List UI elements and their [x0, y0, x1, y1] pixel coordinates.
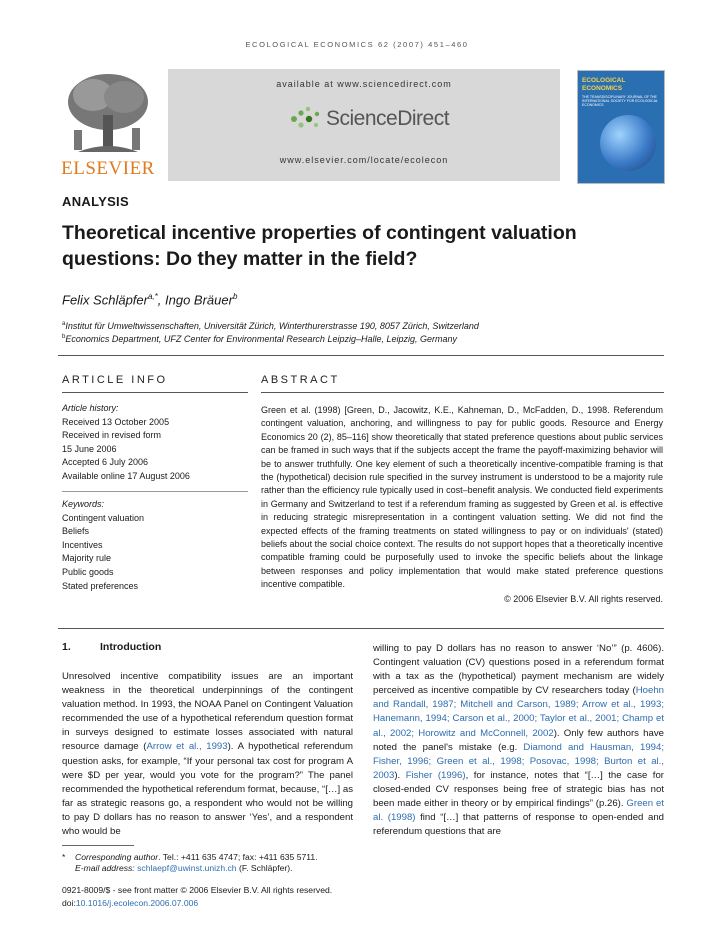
email-link[interactable]: schlaepf@uwinst.unizh.ch	[137, 863, 237, 873]
elsevier-wordmark: ELSEVIER	[61, 158, 155, 179]
citation-link[interactable]: Green et al. (1998)	[373, 798, 664, 824]
keyword: Incentives	[62, 539, 103, 550]
abstract-heading: ABSTRACT	[261, 374, 340, 386]
history-item: 15 June 2006	[62, 443, 117, 454]
page-footer	[62, 884, 332, 910]
body-column-left	[62, 670, 353, 839]
doi-link[interactable]: 10.1016/j.ecolecon.2006.07.006	[75, 898, 199, 908]
sciencedirect-dots-icon	[288, 105, 324, 133]
globe-icon	[600, 115, 656, 171]
title-line-1: Theoretical incentive properties of contingent valuation	[62, 222, 577, 244]
sciencedirect-logo[interactable]	[288, 105, 448, 135]
divider	[58, 355, 664, 356]
affiliation-marker: a	[62, 321, 66, 327]
affiliation-text: Economics Department, UFZ Center for Environmental Research Leipzig–Halle, Leipzig, Germany	[65, 334, 458, 344]
doi-label: doi:	[62, 898, 76, 908]
copyright: © 2006 Elsevier B.V. All rights reserved.	[504, 593, 663, 604]
divider	[62, 392, 248, 393]
body-text: , for instance, notes that “[…] the case for closed-ended CV responses being free of strategic bias has not been made either in theory or by empirical findings” (p.26).	[373, 769, 664, 810]
author-separator[interactable]: , Ingo Bräuer	[157, 292, 233, 308]
keywords	[62, 498, 248, 593]
journal-url[interactable]: www.elsevier.com/locate/ecolecon	[279, 155, 449, 165]
citation-link[interactable]: Fisher (1996)	[405, 769, 466, 781]
article-info-heading: ARTICLE INFO	[62, 374, 168, 386]
body-text: willing to pay D dollars has no reason to answer ‘No’” (p. 4606). Contingent valuation (CV) questions posed in a referendum format with a tax as the (hypothetical) payment mechanism are widely perceived as incentive compatible by CV researchers today (	[373, 643, 664, 697]
body-text: ).	[394, 769, 406, 781]
journal-cover-image[interactable]	[577, 70, 665, 184]
abstract	[261, 404, 663, 606]
keywords-label: Keywords:	[62, 499, 105, 509]
elsevier-tree-icon	[58, 70, 158, 156]
cover-subtitle: THE TRANSDISCIPLINARY JOURNAL OF THE INTERNATIONAL SOCIETY FOR ECOLOGICAL ECONOMICS	[582, 95, 658, 107]
article-title	[62, 220, 652, 272]
affiliation-b	[62, 334, 457, 344]
divider	[62, 491, 248, 492]
title-line-2: questions: Do they matter in the field?	[62, 248, 418, 270]
body-text: ). Only few authors have noted the panel's mistake (e.g.	[373, 727, 664, 753]
citation-link[interactable]: Diamond and Hausman, 1994; Fisher, 1996; Green et al., 1998; Posovac, 1998; Burton et al., 2003	[373, 741, 664, 781]
affiliation-text: Institut für Umweltwissenschaften, Universität Zürich, Winterthurerstrasse 190, 8057 Zürich, Switzerland	[65, 321, 479, 331]
sciencedirect-banner	[168, 69, 560, 181]
body-text: Unresolved incentive compatibility issues are an important weakness in the theoretical underpinnings of the contingent valuation method. In 1993, the NOAA Panel on Contingent Valuation recommended the use of a hypothetical referendum question format in surveys designed to estimate losses associated with natural resource damage (	[62, 671, 353, 753]
footnote	[62, 852, 318, 874]
available-at-text[interactable]: available at www.sciencedirect.com	[276, 79, 452, 89]
history-item: Received in revised form	[62, 430, 162, 441]
keyword: Stated preferences	[62, 580, 139, 591]
body-text: ). A hypothetical referendum question asks, for example, “If your personal tax cost for program A were $D per year, would you vote for the program?” The panel recommended the hypothetical referendum format, because, “[…] as far as strategic reasons go, a respondent who would not be willing to pay D dollars has no reason to answer ‘Yes’, and a respondent who would be	[62, 741, 353, 838]
history-item: Received 13 October 2005	[62, 416, 170, 427]
body-column-right	[373, 642, 664, 839]
author-affiliation-marker: a,*	[147, 292, 158, 301]
section-heading	[62, 641, 161, 653]
author-name[interactable]: Felix Schläpfer	[62, 292, 148, 308]
cover-title: ECOLOGICAL ECONOMICS	[582, 77, 626, 92]
footnote-marker: *	[62, 852, 66, 862]
keyword: Contingent valuation	[62, 512, 145, 523]
abstract-text: Green et al. (1998) [Green, D., Jacowitz, K.E., Kahneman, D., McFadden, D., 1998. Referendum contingent valuation, anchoring, and willingness to pay for public goods. Resource and Energy Economics 20 (2), 85–116] show theoretically that stated preference questions about public services can be framed in such ways that if the subjects accept the frame the payoff-maximizing behavior will be to answer truthfully. One key element of such a theoretically incentive-compatible framing is that the (hypothetical) decision rule specified in the survey instrument is understood to be a majority rule rather than the efficiency rule typically used in cost–benefit analysis. We conducted field experiments in Germany and Switzerland to test if a referendum framing as suggested by Green et al. is effective in reducing strategic misrepresentation in a contingent valuation setting. We did not find the expected effects of the framing treatments on stated willingness to pay or on individuals' (stated) beliefs about the social choice context. The results do not support hopes that a theoretically incentive compatible framing could be purposefully used to invoke the specific beliefs about the linkage between responses and policy implementation that would make stated preference questions incentive compatible.	[261, 405, 663, 590]
affiliation-a	[62, 321, 479, 331]
history-item: Available online 17 August 2006	[62, 470, 190, 481]
section-number: 1.	[62, 641, 71, 653]
keyword: Beliefs	[62, 526, 90, 537]
footnote-contact: . Tel.: +411 635 4747; fax: +411 635 5711.	[158, 852, 318, 862]
paragraph	[62, 670, 353, 839]
author-affiliation-marker: b	[232, 292, 238, 301]
history-item: Accepted 6 July 2006	[62, 457, 149, 468]
history-label: Article history:	[62, 403, 119, 413]
email-owner: (F. Schläpfer).	[236, 863, 293, 873]
keyword: Majority rule	[62, 553, 112, 564]
paragraph	[373, 642, 664, 839]
section-label: ANALYSIS	[62, 194, 129, 209]
keyword: Public goods	[62, 566, 114, 577]
journal-citation: ECOLOGICAL ECONOMICS 62 (2007) 451–460	[245, 40, 469, 49]
divider	[261, 392, 664, 393]
email-label: E-mail address:	[75, 863, 138, 873]
footnote-label: Corresponding author	[75, 852, 159, 862]
footnote-rule	[62, 845, 134, 846]
section-title: Introduction	[100, 641, 162, 653]
elsevier-logo[interactable]	[58, 70, 158, 180]
citation-link[interactable]: Hoehn and Randall, 1987; Mitchell and Carson, 1989; Arrow et al., 1993; Hanemann, 1994; Carson et al., 2000; Taylor et al., 2001; Champ et al., 2002; Horowitz and McConnell, 2002	[373, 685, 664, 739]
affiliation-marker: b	[62, 334, 66, 340]
citation-link[interactable]: Arrow et al., 1993	[146, 741, 228, 753]
author-list	[62, 292, 237, 307]
body-text: find “[…] that patterns of response to open-ended and referendum questions that are	[373, 812, 664, 838]
divider	[58, 628, 664, 629]
issn-line: 0921-8009/$ - see front matter © 2006 Elsevier B.V. All rights reserved.	[62, 885, 333, 895]
article-history	[62, 402, 248, 484]
sciencedirect-wordmark: ScienceDirect	[326, 107, 450, 130]
